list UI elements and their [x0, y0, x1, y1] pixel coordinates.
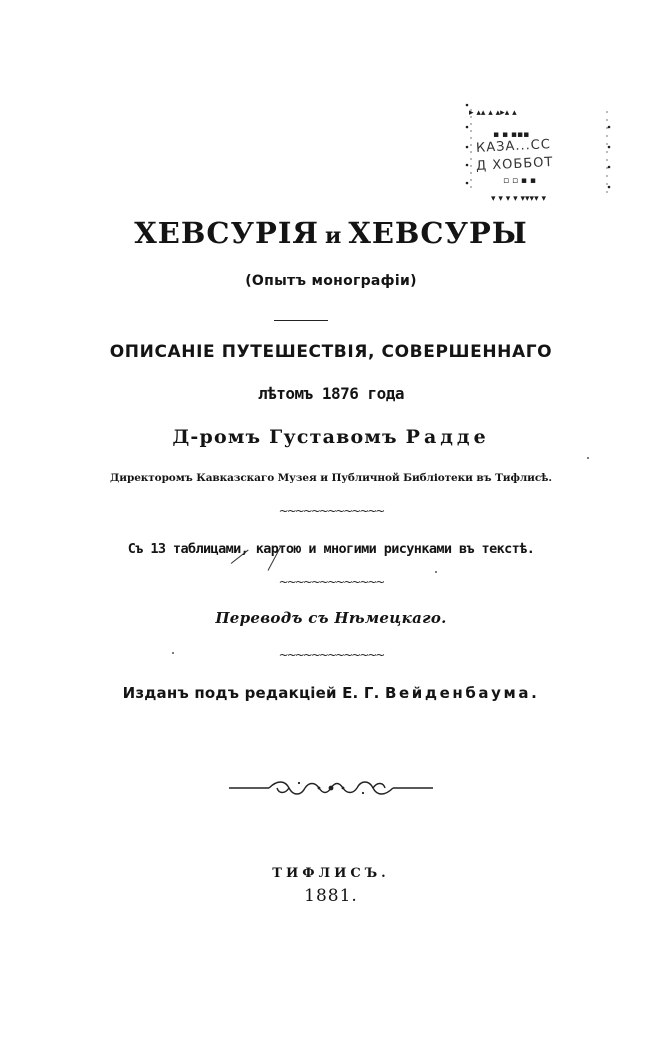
wavy-divider-1: ~~~~~~~~~~~~~	[278, 504, 384, 518]
author-role: Директоромъ Кавказскаго Музея и Публичной Библіотеки въ Тифлисѣ.	[110, 472, 552, 484]
subtitle: (Опытъ монографіи)	[245, 273, 417, 289]
title-rule	[274, 320, 328, 321]
scan-speck	[435, 571, 437, 573]
title-word-2: ХЕВСУРЫ	[348, 216, 528, 250]
translation-note: Переводъ съ Нѣмецкаго.	[215, 609, 447, 627]
illustrations-note: Съ 13 таблицами, картою и многими рисунками въ текстѣ.	[127, 541, 535, 557]
scan-speck	[587, 457, 589, 459]
stamp-text-line1: КАЗА...СС	[475, 137, 552, 156]
svg-text:▫ ▫ ▪ ▪: ▫ ▫ ▪ ▪	[503, 176, 536, 186]
author-line	[0, 426, 662, 448]
svg-text:▾ ▾ ▾ ▾ ▾▾▾▾ ▾: ▾ ▾ ▾ ▾ ▾▾▾▾ ▾	[491, 194, 546, 204]
wavy-divider-2: ~~~~~~~~~~~~~	[278, 575, 384, 589]
publication-year: 1881.	[304, 886, 358, 906]
book-title	[0, 216, 662, 250]
author-prefix: Д-ромъ Густавомъ	[172, 426, 398, 448]
author-name: Радде	[405, 426, 490, 448]
expedition-year-line: лѣтомъ 1876 года	[257, 384, 405, 403]
editor-line	[0, 684, 662, 702]
stamp-text-line2: Д ХОББОТ	[475, 154, 554, 175]
svg-text:▸ ▴▴ ▴ ▴▸▴ ▴: ▸ ▴▴ ▴ ▴▸▴ ▴	[469, 108, 517, 118]
description-line: ОПИСАНІЕ ПУТЕШЕСТВІЯ, СОВЕРШЕННАГО	[109, 342, 553, 362]
title-conjunction: и	[324, 223, 343, 249]
wavy-divider-3: ~~~~~~~~~~~~~	[278, 648, 384, 662]
ornament-divider	[229, 777, 433, 799]
editor-prefix: Изданъ подъ редакціей Е. Г.	[122, 684, 380, 702]
publication-city: ТИФЛИСЪ.	[272, 866, 390, 881]
scan-speck	[172, 652, 174, 654]
editor-name: Вейденбаума.	[384, 684, 540, 702]
svg-text:▪ ▪ ▪▪▪: ▪ ▪ ▪▪▪	[493, 130, 530, 140]
title-word-1: ХЕВСУРІЯ	[134, 216, 319, 250]
